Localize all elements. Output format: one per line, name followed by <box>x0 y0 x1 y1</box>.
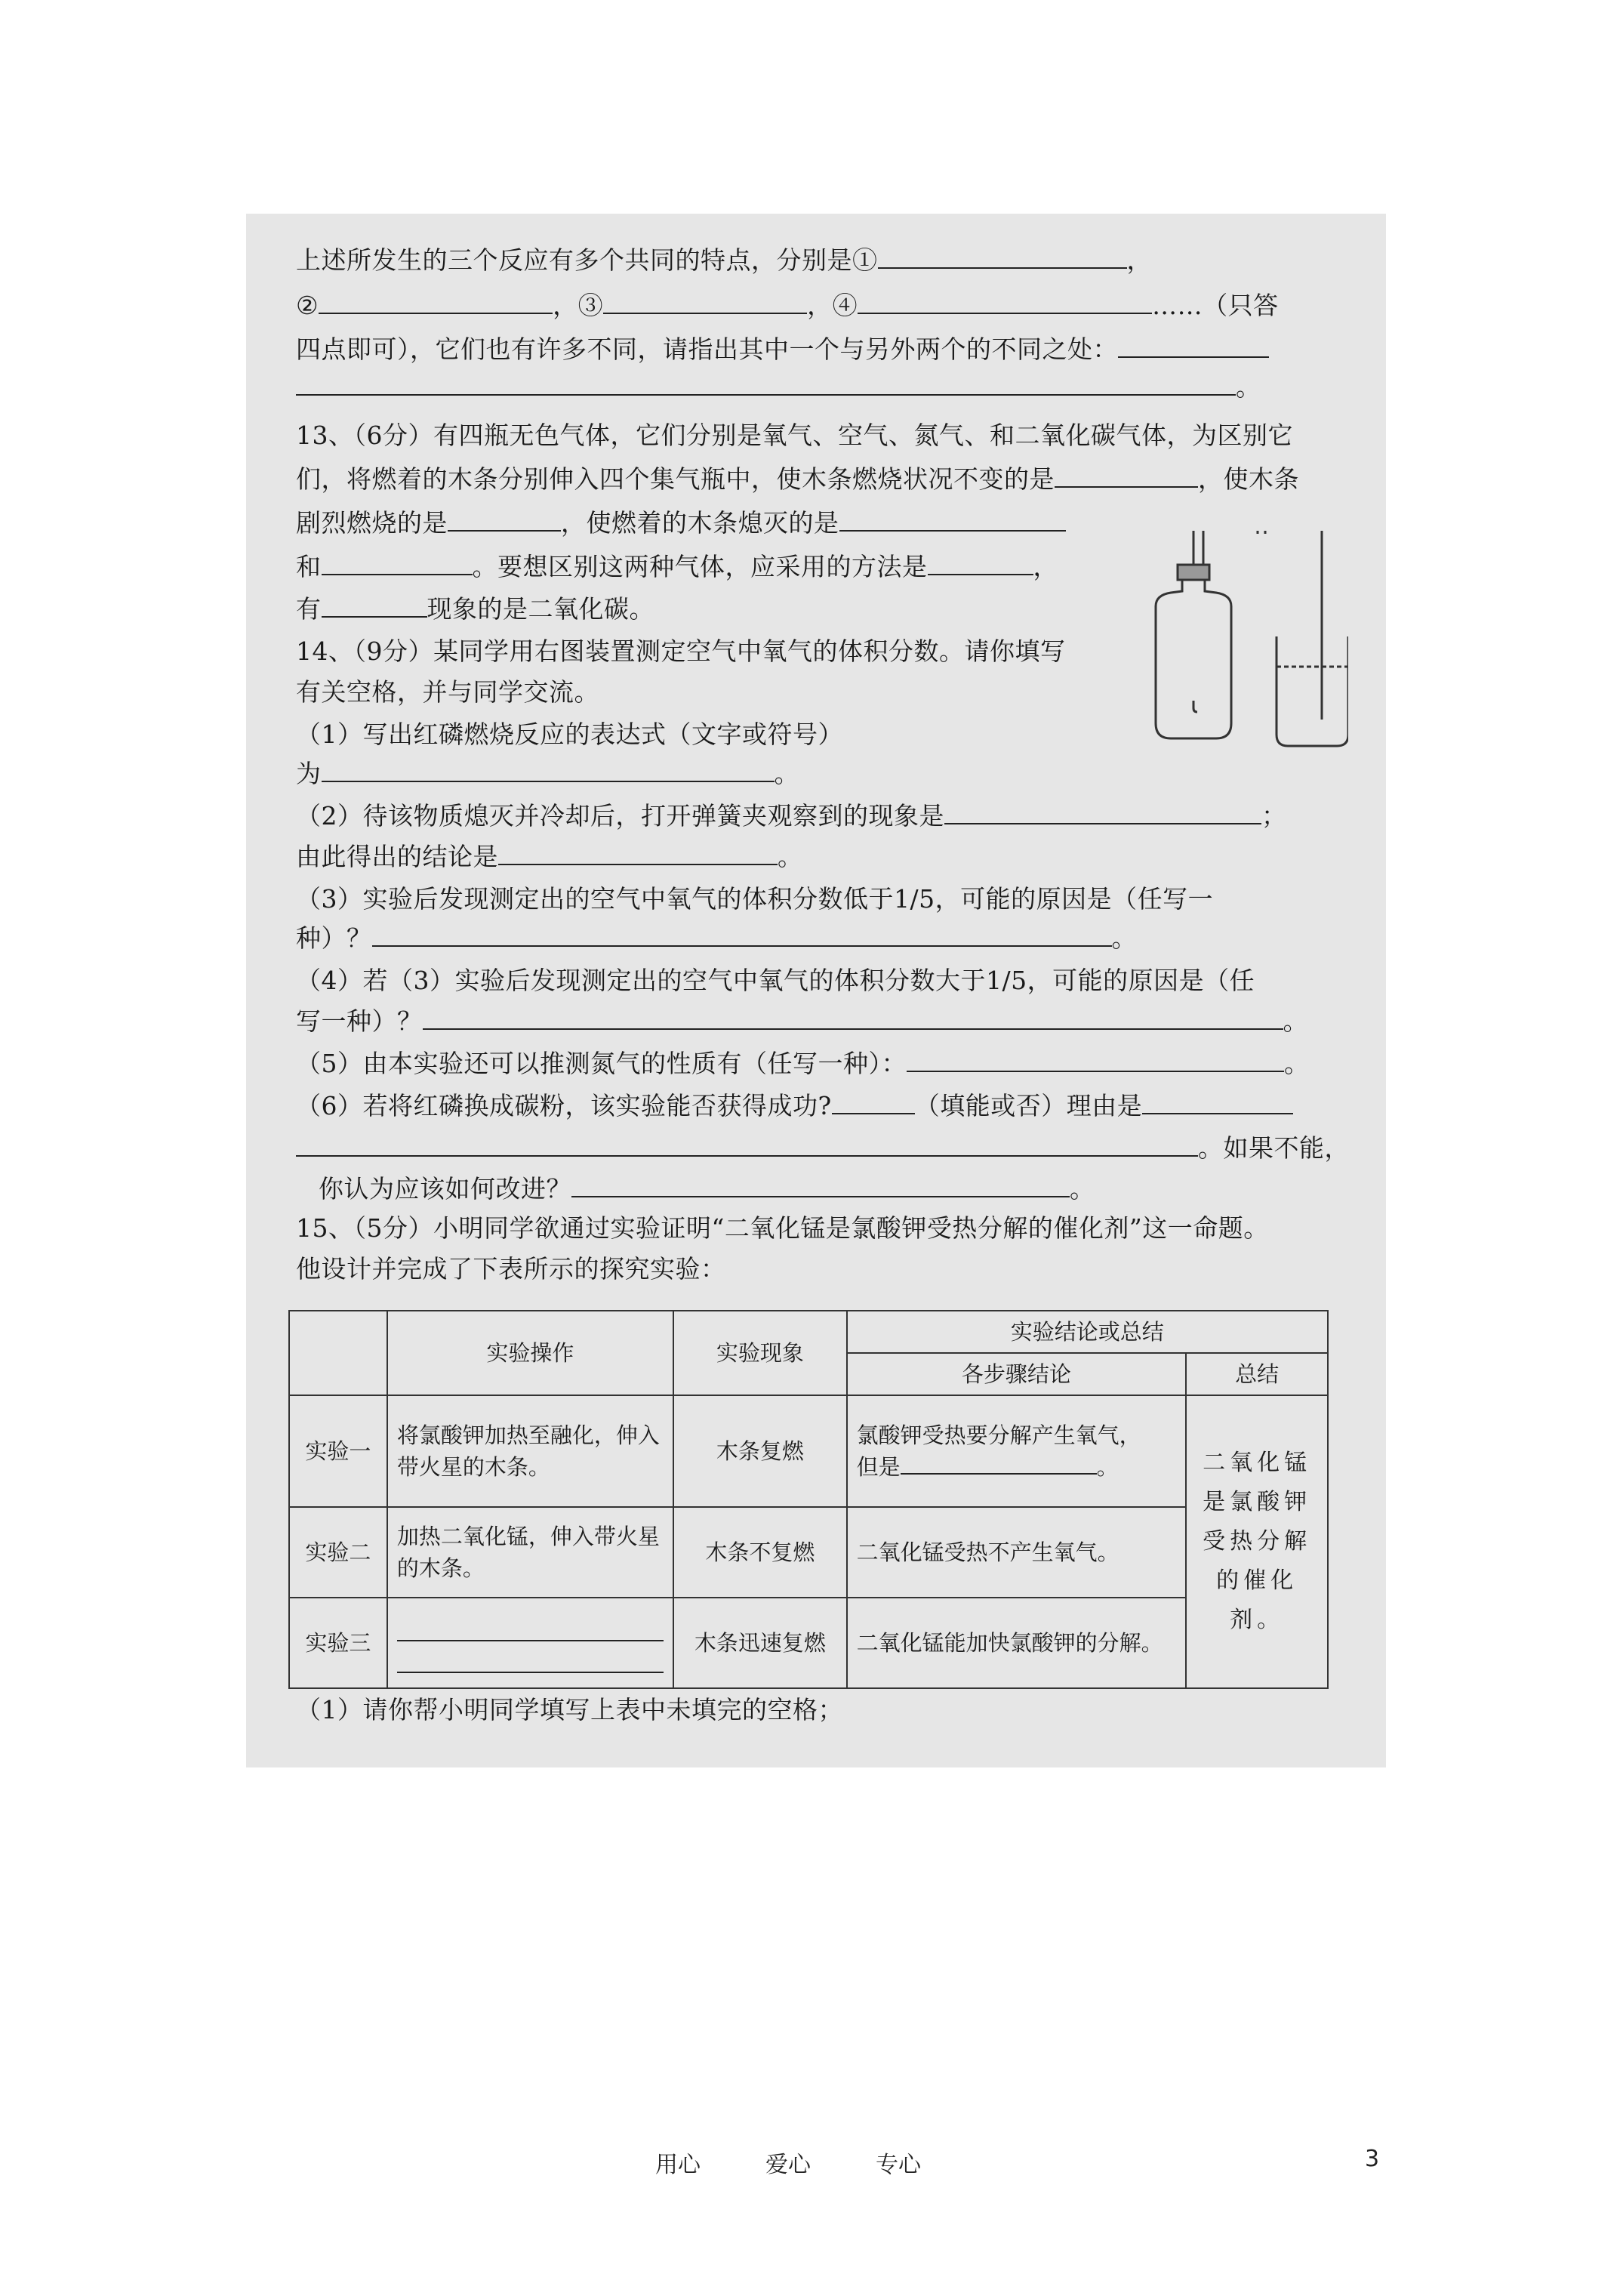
blank-q14-5[interactable] <box>423 1006 1283 1030</box>
q14-line-2: 有关空格，并与同学交流。 <box>296 677 599 707</box>
row-phenomenon: 木条迅速复燃 <box>673 1598 847 1688</box>
blank-q14-1[interactable] <box>322 758 775 782</box>
header-phenomenon: 实验现象 <box>673 1311 847 1395</box>
q14-line-13: 。如果不能， <box>296 1132 1350 1165</box>
row-operation-blank[interactable] <box>387 1598 673 1688</box>
q13-line-5: 有 现象的是二氧化碳。 <box>296 594 654 624</box>
q14-line-4: 为 。 <box>296 759 799 788</box>
row-label: 实验一 <box>289 1395 387 1507</box>
blank-q13-6[interactable] <box>322 593 427 618</box>
q14-line-14: 你认为应该如何改进？ 。 <box>319 1174 1095 1203</box>
row-label: 实验二 <box>289 1507 387 1598</box>
line-common-features: 上述所发生的三个反应有多个共同的特点，分别是① ， <box>296 245 1152 275</box>
table-header-row <box>289 1311 1328 1353</box>
header-step-conclusion: 各步骤结论 <box>847 1353 1187 1395</box>
row-phenomenon: 木条不复燃 <box>673 1507 847 1598</box>
combustion-spoon <box>1193 701 1197 712</box>
experiment-table <box>288 1310 1329 1689</box>
page-number: 3 <box>1365 2146 1380 2172</box>
blank-q14-6[interactable] <box>907 1048 1284 1072</box>
blank-q14-10[interactable] <box>571 1173 1070 1197</box>
blank-difference[interactable] <box>1118 334 1269 358</box>
line-differences: 四点即可），它们也有许多不同，请指出其中一个与另外两个的不同之处： <box>296 333 1269 366</box>
blank-q14-3[interactable] <box>498 841 778 865</box>
q14-line-11: （5）由本实验还可以推测氮气的性质有（任写一种）： 。 <box>296 1049 1310 1078</box>
blank-q13-2[interactable] <box>448 507 561 532</box>
footer-text-2: 爱心 <box>765 2152 811 2178</box>
q14-line-1: 14、（9分）某同学用右图装置测定空气中氧气的体积分数。请你填写 <box>296 636 1066 666</box>
q15-line-2: 他设计并完成了下表所示的探究实验： <box>296 1254 726 1284</box>
q14-line-10: 写一种）？ 。 <box>296 1006 1308 1036</box>
row-label: 实验三 <box>289 1598 387 1688</box>
q14-line-9: （4）若（3）实验后发现测定出的空气中氧气的体积分数大于1/5，可能的原因是（任 <box>296 966 1255 995</box>
q14-line-3: （1）写出红磷燃烧反应的表达式（文字或符号） <box>296 720 843 749</box>
footer-text-3: 专心 <box>876 2152 921 2178</box>
q14-line-5: （2）待该物质熄灭并冷却后，打开弹簧夹观察到的现象是 ； <box>296 801 1287 831</box>
row-operation: 将氯酸钾加热至融化，伸入带火星的木条。 <box>387 1395 673 1507</box>
blank-q13-5[interactable] <box>928 551 1033 575</box>
blank-q14-9[interactable] <box>296 1133 1198 1157</box>
q15-subquestion-1: （1）请你帮小明同学填写上表中未填完的空格； <box>296 1695 843 1724</box>
blank-table-3[interactable] <box>397 1644 664 1673</box>
rubber-stopper <box>1178 565 1209 580</box>
scanned-page <box>246 214 1386 1767</box>
q14-line-8: 种）？ 。 <box>296 923 1137 953</box>
blank-q13-3[interactable] <box>839 507 1066 532</box>
blank-q14-8[interactable] <box>1142 1090 1293 1114</box>
blank-feature-1[interactable] <box>878 245 1127 269</box>
q14-line-12: （6）若将红磷换成碳粉，该实验能否获得成功? （填能或否）理由是 <box>296 1089 1293 1123</box>
spring-clamp <box>1258 531 1265 534</box>
blank-difference-cont[interactable] <box>296 371 1236 396</box>
table-row <box>289 1598 1328 1688</box>
row-conclusion: 氯酸钾受热要分解产生氧气， 但是 。 <box>847 1395 1187 1507</box>
row-conclusion: 二氧化锰受热不产生氧气。 <box>847 1507 1187 1598</box>
blank-feature-4[interactable] <box>858 290 1152 314</box>
row-conclusion: 二氧化锰能加快氯酸钾的分解。 <box>847 1598 1187 1688</box>
summary-cell: 二氧化锰是氯酸钾受热分解的催化剂。 <box>1186 1395 1328 1688</box>
table-row <box>289 1507 1328 1598</box>
apparatus-diagram <box>1129 531 1348 757</box>
blank-feature-3[interactable] <box>603 290 807 314</box>
header-summary: 总结 <box>1186 1353 1328 1395</box>
header-conclusion: 实验结论或总结 <box>847 1311 1328 1353</box>
blank-q14-7[interactable] <box>832 1090 915 1114</box>
blank-feature-2[interactable] <box>319 290 553 314</box>
q14-line-6: 由此得出的结论是 。 <box>296 842 803 871</box>
collecting-bottle <box>1156 576 1231 738</box>
line-difference-cont: 。 <box>296 371 1261 404</box>
row-operation: 加热二氧化锰，伸入带火星的木条。 <box>387 1507 673 1598</box>
blank-table-2[interactable] <box>397 1613 664 1641</box>
blank-q13-1[interactable] <box>1055 464 1198 488</box>
row-phenomenon: 木条复燃 <box>673 1395 847 1507</box>
blank-table-1[interactable] <box>901 1453 1097 1475</box>
blank-q13-4[interactable] <box>322 551 473 575</box>
q13-line-1: 13、（6分）有四瓶无色气体，它们分别是氧气、空气、氮气、和二氧化碳气体，为区别它 <box>296 421 1293 450</box>
line-features-2-4: ② ，③ ，④ ……（只答 <box>296 291 1279 320</box>
q15-line-1: 15、（5分）小明同学欲通过实验证明“二氧化锰是氯酸钾受热分解的催化剂”这一命题。 <box>296 1213 1269 1243</box>
blank-q14-2[interactable] <box>944 800 1261 824</box>
q13-line-4: 和 。要想区别这两种气体，应采用的方法是 ， <box>296 552 1058 581</box>
connecting-tube <box>1203 531 1322 720</box>
beaker <box>1277 636 1348 746</box>
table-row <box>289 1395 1328 1507</box>
q14-line-7: （3）实验后发现测定出的空气中氧气的体积分数低于1/5，可能的原因是（任写一 <box>296 884 1214 914</box>
footer-text-1: 用心 <box>655 2152 701 2178</box>
ignition-rod <box>1190 531 1193 565</box>
header-operation: 实验操作 <box>387 1311 673 1395</box>
blank-q14-4[interactable] <box>372 923 1112 947</box>
q13-line-3: 剧烈燃烧的是 ，使燃着的木条熄灭的是 <box>296 507 1066 540</box>
q13-line-2: 们，将燃着的木条分别伸入四个集气瓶中，使木条燃烧状况不变的是 ，使木条 <box>296 464 1299 494</box>
